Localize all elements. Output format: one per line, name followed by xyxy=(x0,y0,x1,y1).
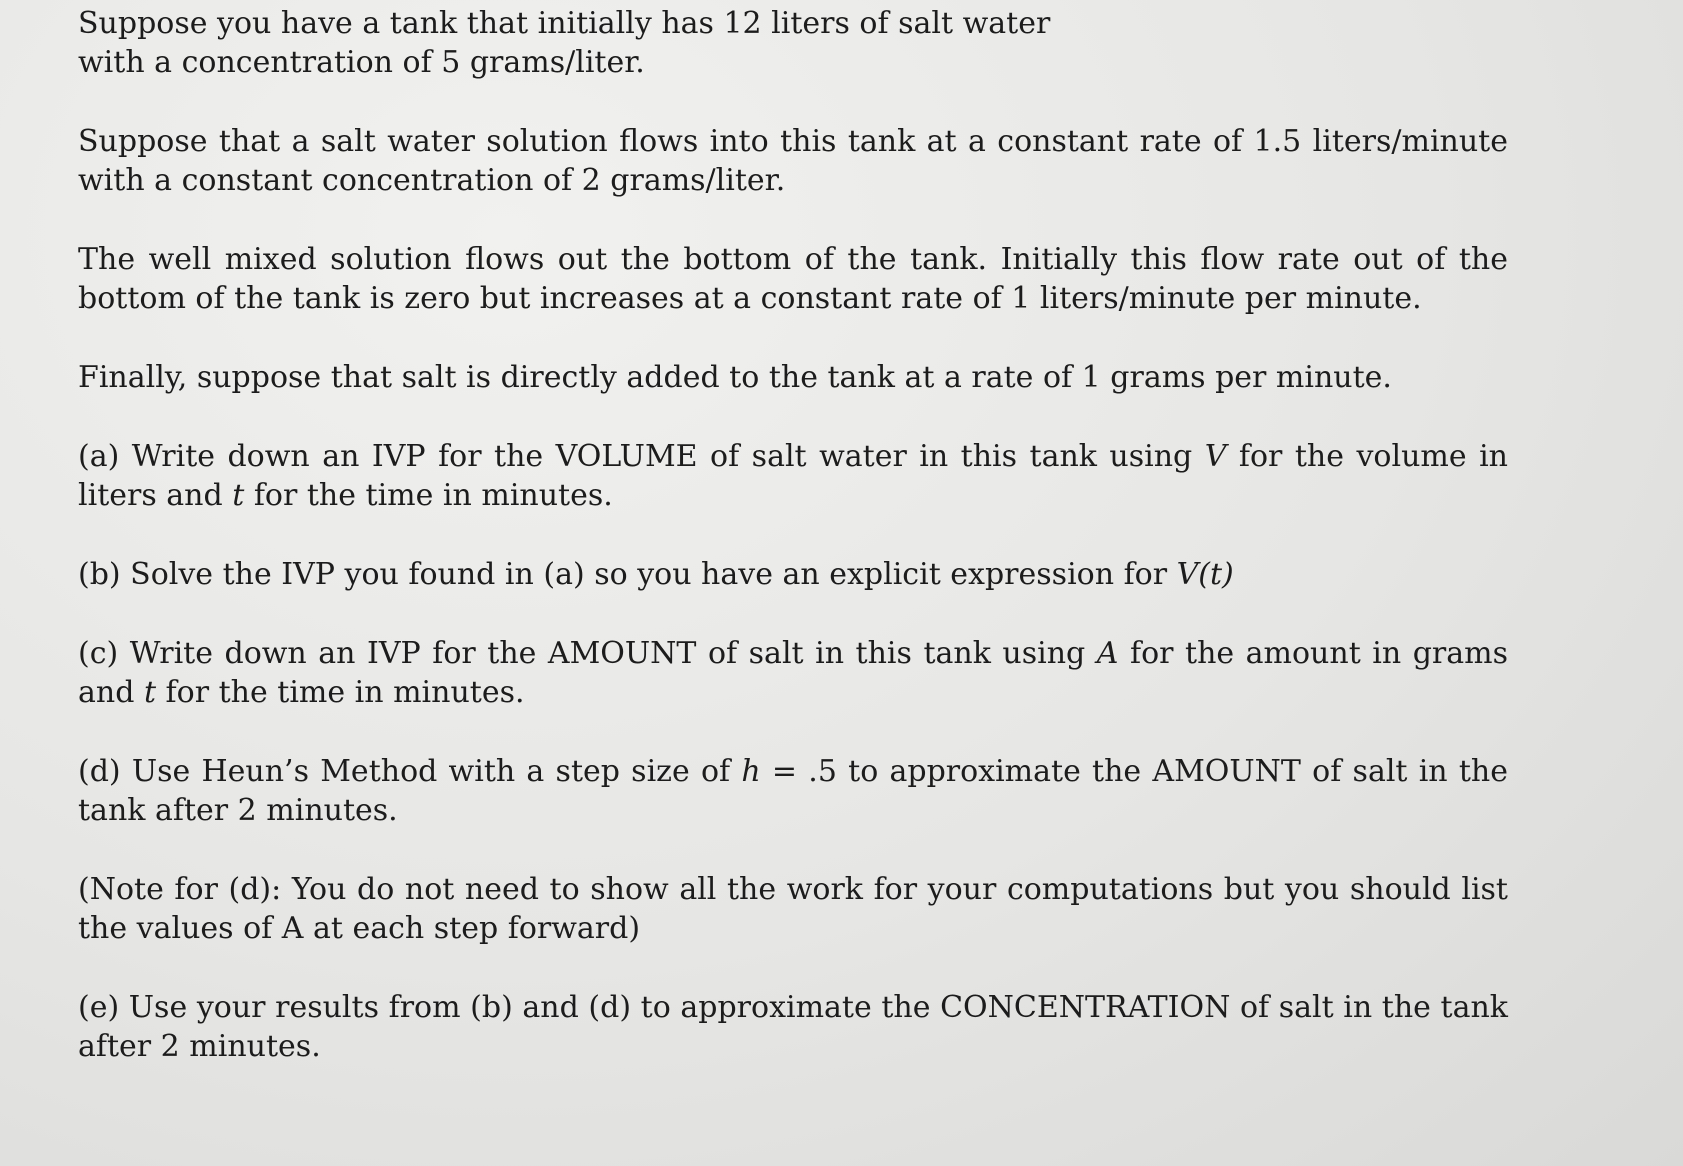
part-a-text-1: (a) Write down an IVP for the VOLUME of salt water in this tank using xyxy=(78,439,1205,474)
part-d-text-1: (d) Use Heun’s Method with a step size of xyxy=(78,754,742,789)
problem-sheet xyxy=(78,4,1508,1066)
part-c-text-2: for the amount in grams and xyxy=(78,636,1508,710)
part-b-text: (b) Solve the IVP you found in (a) so you have an explicit expression for xyxy=(78,557,1177,592)
part-e: (e) Use your results from (b) and (d) to approximate the CONCENTRATION of salt in the tank after 2 minutes. xyxy=(78,990,1508,1064)
intro-paragraph-inflow: Suppose that a salt water solution flows into this tank at a constant rate of 1.5 liters/minute with a constant concentration of 2 grams/liter. xyxy=(78,124,1508,198)
part-c xyxy=(78,634,1508,712)
part-d-eq: = .5 xyxy=(760,754,837,789)
intro-paragraph-salt-added: Finally, suppose that salt is directly added to the tank at a rate of 1 grams per minute. xyxy=(78,360,1392,395)
part-a-var-t: t xyxy=(232,478,245,513)
part-d-text-2: to approximate the AMOUNT of salt in the tank after 2 minutes. xyxy=(78,754,1508,828)
note-for-d: (Note for (d): You do not need to show all the work for your computations but you should list the values of A at each step forward) xyxy=(78,872,1508,946)
part-a xyxy=(78,437,1508,515)
part-c-text-1: (c) Write down an IVP for the AMOUNT of salt in this tank using xyxy=(78,636,1097,671)
part-a-text-3: for the time in minutes. xyxy=(244,478,613,513)
intro-paragraph-outflow: The well mixed solution flows out the bottom of the tank. Initially this flow rate out of the bottom of the tank is zero but increases at a constant rate of 1 liters/minute per minute. xyxy=(78,242,1508,316)
part-c-text-3: for the time in minutes. xyxy=(156,675,525,710)
part-b xyxy=(78,555,1508,594)
part-c-var-t: t xyxy=(143,675,157,710)
part-a-text-2: for the volume in liters and xyxy=(78,439,1508,513)
part-c-var-a: A xyxy=(1096,636,1119,671)
part-a-var-v: V xyxy=(1204,439,1227,474)
part-d xyxy=(78,752,1508,830)
part-b-expr: V(t) xyxy=(1176,557,1234,592)
intro-paragraph-initial-tank: Suppose you have a tank that initially has 12 liters of salt water with a concentration of 5 grams/liter. xyxy=(78,6,1051,80)
part-d-var-h: h xyxy=(741,754,761,789)
